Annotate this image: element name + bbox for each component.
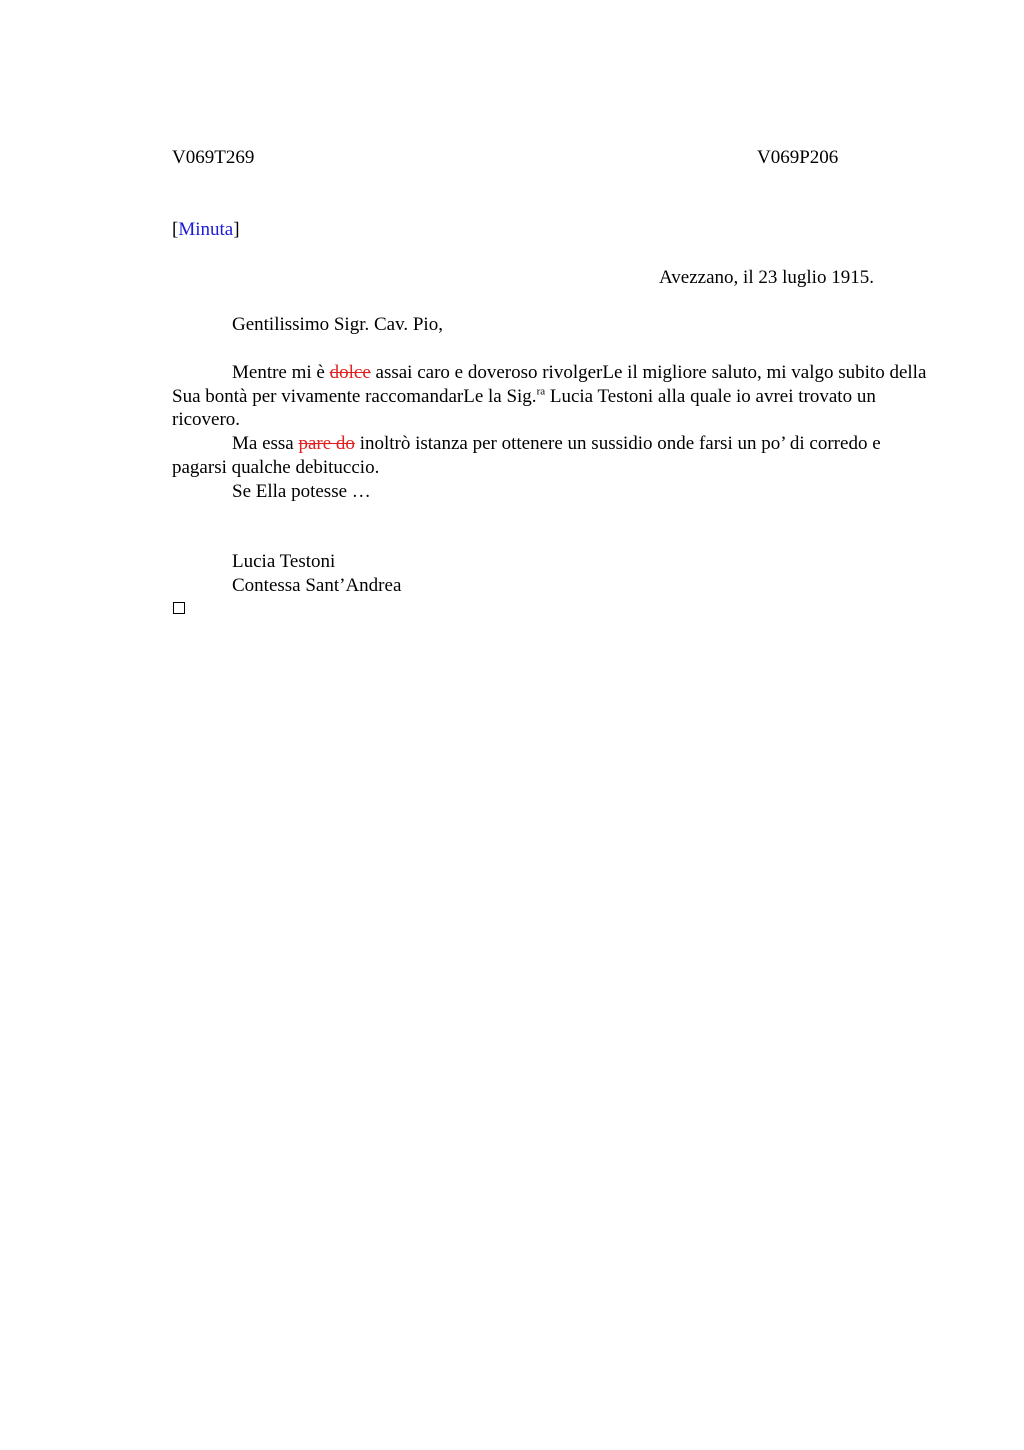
p2-text-before: Ma essa [232, 433, 299, 454]
letter-date: Avezzano, il 23 luglio 1915. [659, 267, 874, 288]
letter-paragraph-1 [172, 361, 932, 432]
p1-text-middle: assai caro e doveroso rivolgerLe il migliore saluto, mi valgo subito della Sua bontà per vivamente raccomandarLe la Sig. [172, 362, 927, 407]
document-code-right: V069P206 [757, 147, 839, 168]
p1-text-before: Mentre mi è [232, 362, 330, 383]
p1-deleted-text: dolce [329, 362, 371, 383]
square-outline-icon [173, 602, 185, 614]
signature-name: Lucia Testoni [232, 551, 336, 572]
signature-title: Contessa Sant’Andrea [232, 575, 402, 596]
letter-paragraph-3: Se Ella potesse … [232, 481, 371, 502]
minuta-text: Minuta [178, 219, 234, 240]
p1-superscript: ra [536, 385, 546, 398]
bracket-close: ] [233, 219, 240, 240]
document-code-left: V069T269 [172, 147, 255, 168]
p1-text-end: Lucia Testoni alla quale io avrei trovato un ricovero. [172, 385, 876, 430]
letter-paragraph-2 [172, 432, 932, 479]
p2-deleted-text: pare do [298, 433, 355, 454]
bracket-open: [ [172, 219, 179, 240]
minuta-label [172, 218, 240, 242]
p2-text-after: inoltrò istanza per ottenere un sussidio onde farsi un po’ di corredo e pagarsi qualche debituccio. [172, 433, 881, 478]
letter-salutation: Gentilissimo Sigr. Cav. Pio, [232, 314, 443, 335]
